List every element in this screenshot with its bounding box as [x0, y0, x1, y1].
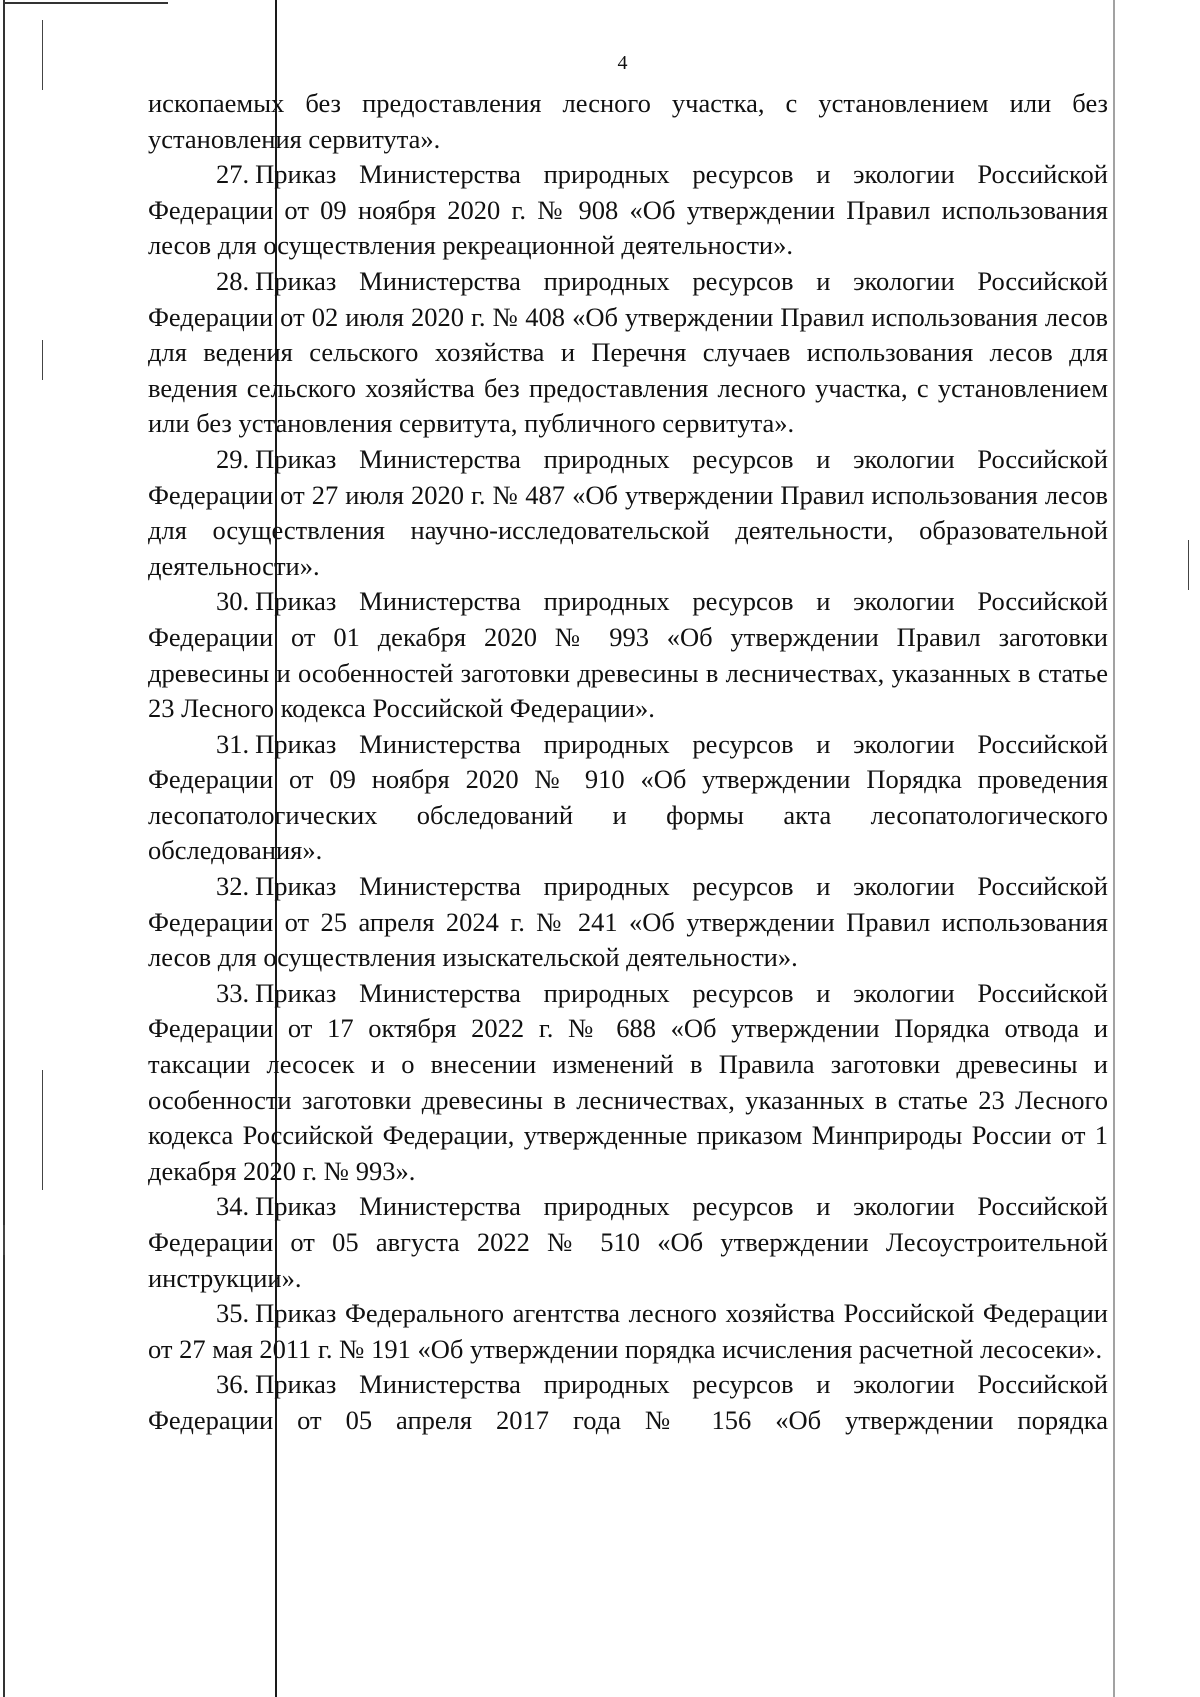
- item-text: Приказ Министерства природных ресурсов и экологии Российской Федерации от 05 апреля 2017 года № 156 «Об утверждении порядка: [148, 1369, 1108, 1435]
- scan-right-line: [1113, 0, 1115, 1697]
- scan-mark: [42, 340, 43, 380]
- list-item-32: [148, 869, 1108, 976]
- item-number: 33.: [216, 977, 250, 1008]
- item-number: 28.: [216, 265, 250, 296]
- list-item-27: [148, 157, 1108, 264]
- item-number: 31.: [216, 728, 250, 759]
- item-text: Приказ Министерства природных ресурсов и экологии Российской Федерации от 05 августа 2022 № 510 «Об утверждении Лесоустроительной инструкции».: [148, 1191, 1108, 1293]
- item-text: Приказ Федерального агентства лесного хозяйства Российской Федерации от 27 мая 2011 г. № 191 «Об утверждении порядка исчисления расчетной лесосеки».: [148, 1298, 1108, 1364]
- item-number: 36.: [216, 1369, 250, 1400]
- scan-mark: [42, 1070, 43, 1190]
- scan-mark: [1188, 540, 1189, 590]
- item-text: Приказ Министерства природных ресурсов и экологии Российской Федерации от 09 ноября 2020 г. № 908 «Об утверждении Правил использования лесов для осуществления рекреационной деятельности».: [148, 159, 1108, 261]
- item-number: 34.: [216, 1191, 250, 1222]
- scan-mark: [3, 920, 5, 1040]
- list-item-35: [148, 1296, 1108, 1367]
- list-item-33: [148, 976, 1108, 1190]
- list-item-31: [148, 727, 1108, 869]
- item-number: 32.: [216, 871, 250, 902]
- item-number: 29.: [216, 443, 250, 474]
- list-item-30: [148, 584, 1108, 726]
- scan-mark: [3, 1225, 5, 1255]
- item-text: Приказ Министерства природных ресурсов и экологии Российской Федерации от 27 июля 2020 г. № 487 «Об утверждении Правил использования лесов для осуществления научно-исследовательской деятельности, образовательной деятельности».: [148, 443, 1108, 581]
- page-number: 4: [617, 52, 628, 74]
- list-item-28: [148, 264, 1108, 442]
- scan-top-line: [3, 2, 168, 4]
- item-text: Приказ Министерства природных ресурсов и экологии Российской Федерации от 02 июля 2020 г. № 408 «Об утверждении Правил использования лесов для ведения сельского хозяйства и Перечня случаев использования лесов для ведения сельского хозяйства без предоставления лесного участка, с установлением или без установления сервитута, публичного сервитута».: [148, 265, 1108, 439]
- item-number: 35.: [216, 1298, 250, 1329]
- list-item-36: [148, 1367, 1108, 1438]
- item-text: Приказ Министерства природных ресурсов и экологии Российской Федерации от 01 декабря 2020 № 993 «Об утверждении Правил заготовки древесины и особенностей заготовки древесины в лесничествах, указанных в статье 23 Лесного кодекса Российской Федерации».: [148, 586, 1108, 724]
- paragraph-continuation: [148, 86, 1108, 157]
- item-text: Приказ Министерства природных ресурсов и экологии Российской Федерации от 25 апреля 2024 г. № 241 «Об утверждении Правил использования лесов для осуществления изыскательской деятельности».: [148, 871, 1108, 973]
- paragraph-text: ископаемых без предоставления лесного участка, с установлением или без установления сервитута».: [148, 88, 1108, 154]
- item-number: 30.: [216, 586, 250, 617]
- list-item-34: [148, 1189, 1108, 1296]
- item-text: Приказ Министерства природных ресурсов и экологии Российской Федерации от 09 ноября 2020 № 910 «Об утверждении Порядка проведения лесопатологических обследований и формы акта лесопатологического обследования».: [148, 728, 1108, 866]
- scan-edge-line: [3, 0, 5, 1697]
- item-number: 27.: [216, 159, 250, 190]
- document-body: [148, 86, 1108, 1439]
- list-item-29: [148, 442, 1108, 584]
- item-text: Приказ Министерства природных ресурсов и экологии Российской Федерации от 17 октября 2022 г. № 688 «Об утверждении Порядка отвода и таксации лесосек и о внесении изменений в Правила заготовки древесины и особенности заготовки древесины в лесничествах, указанных в статье 23 Лесного кодекса Российской Федерации, утвержденные приказом Минприроды России от 1 декабря 2020 г. № 993».: [148, 977, 1108, 1186]
